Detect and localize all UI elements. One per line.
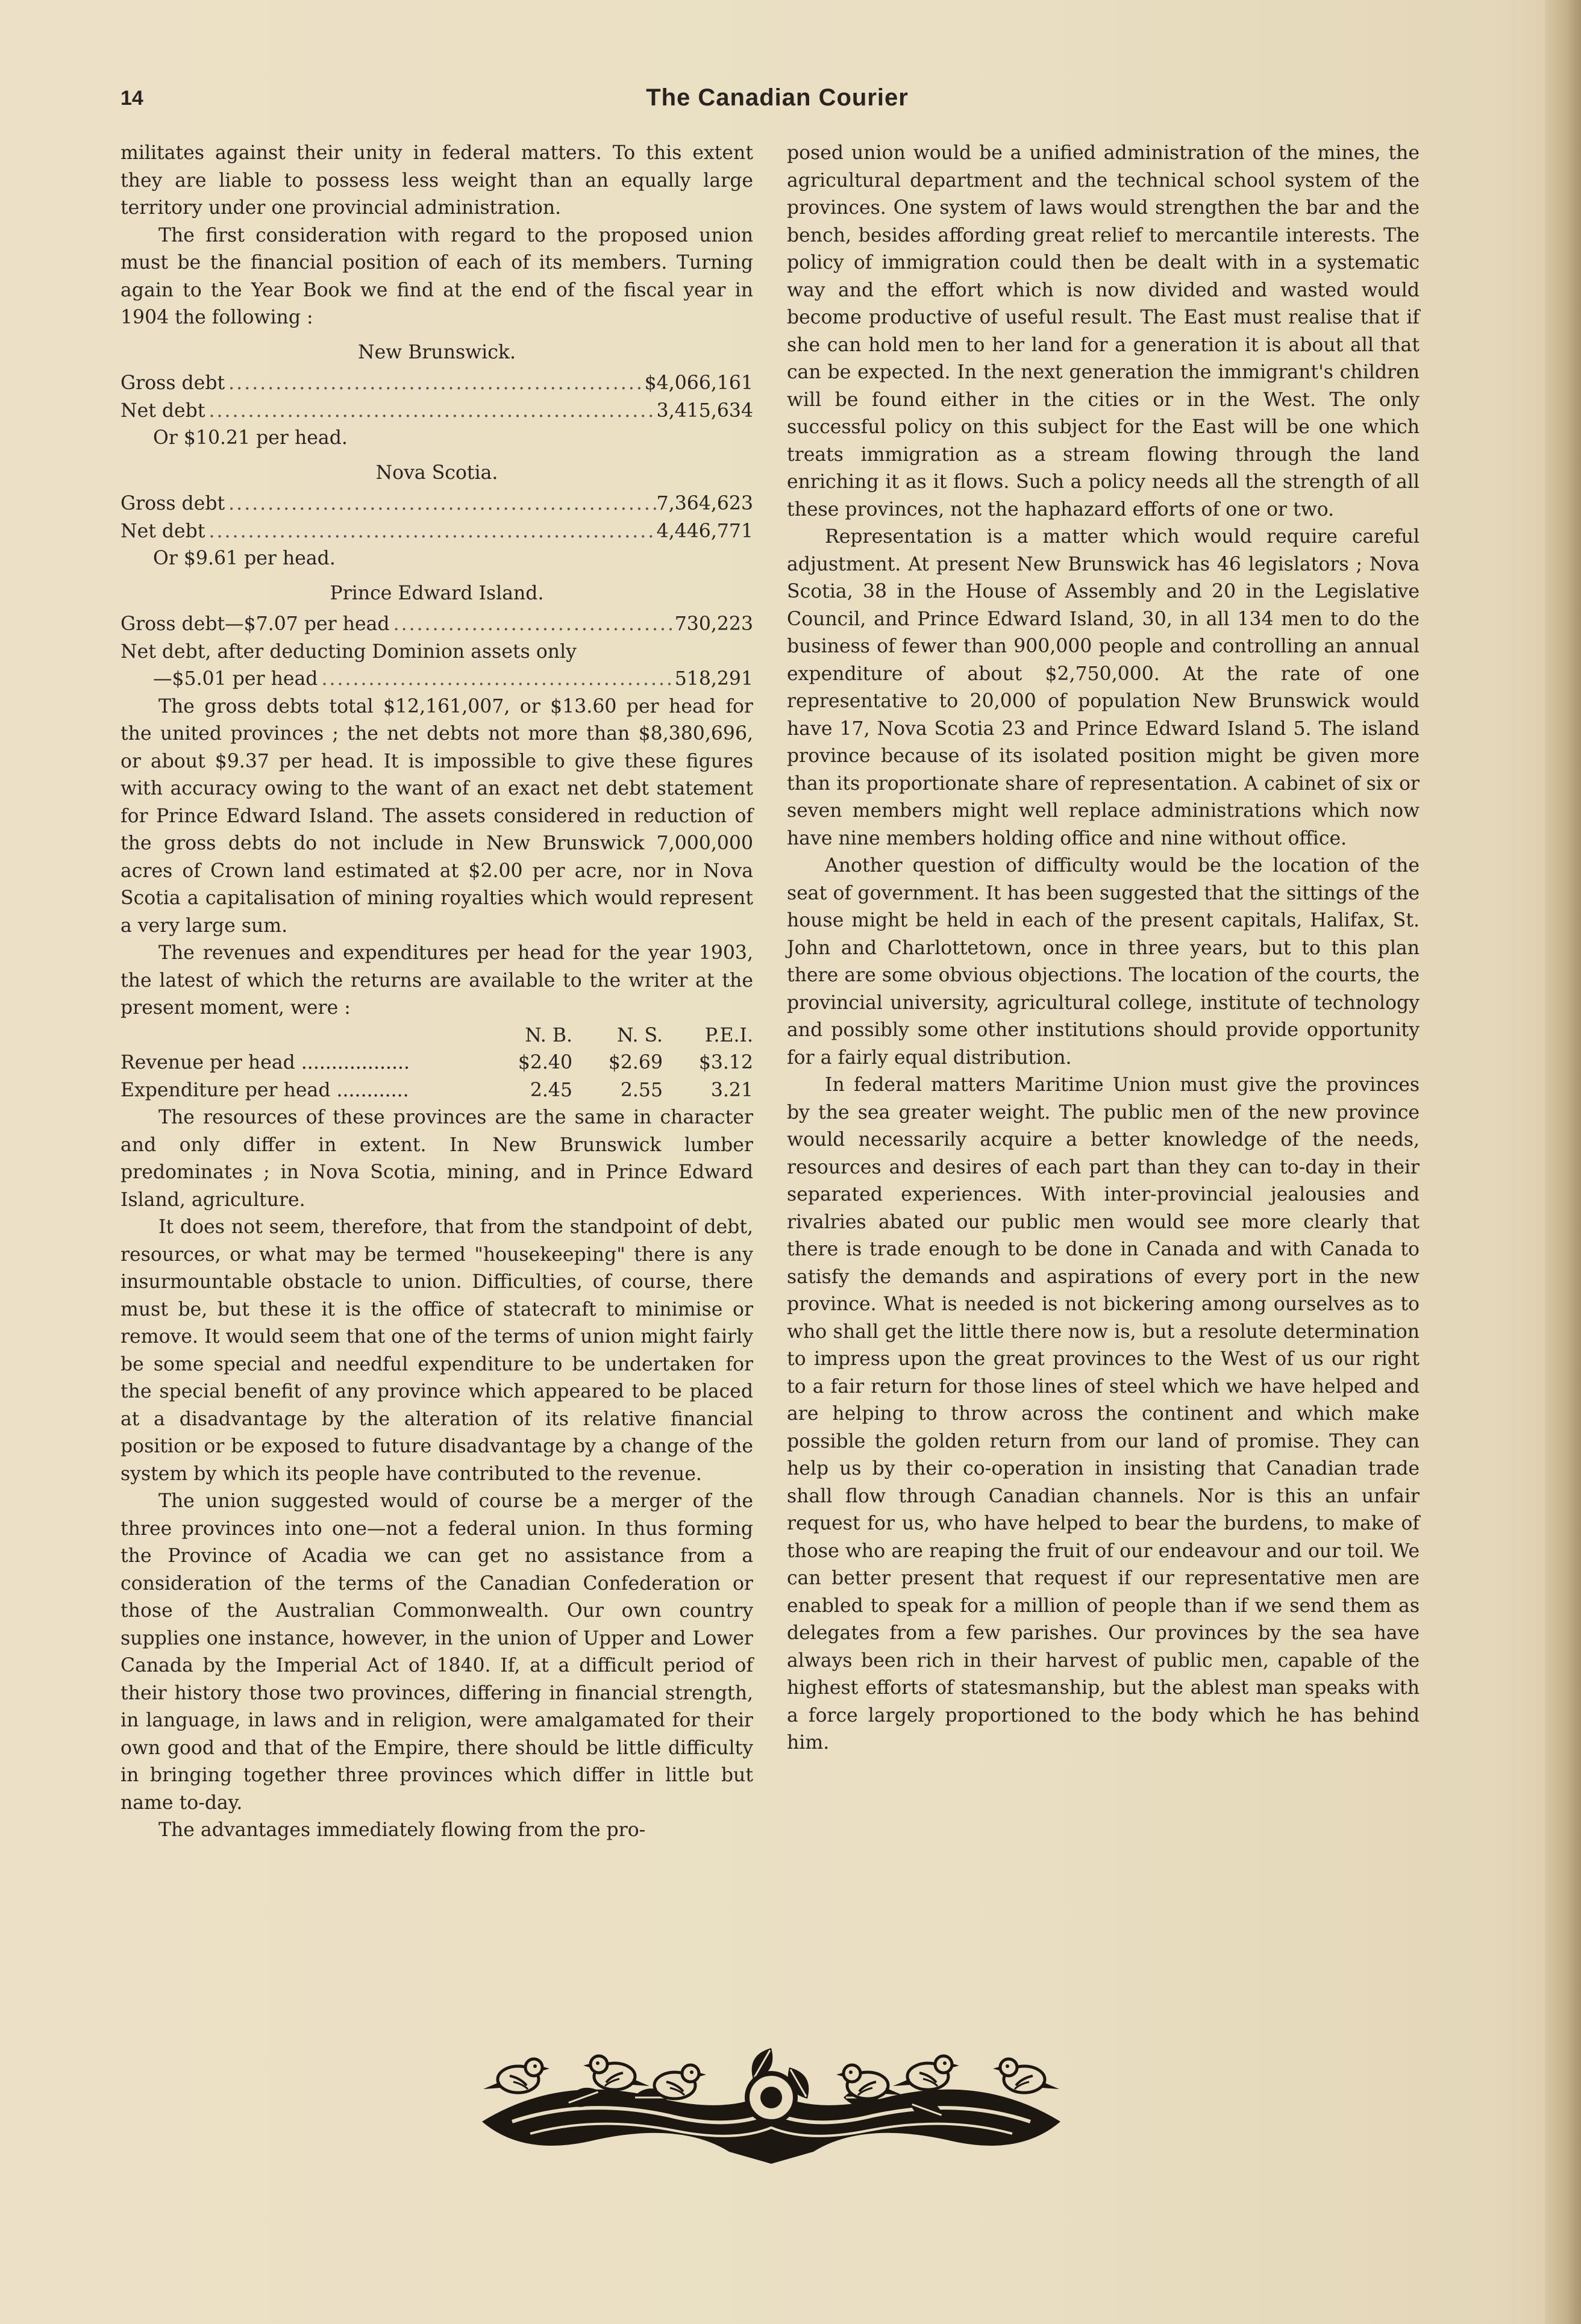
debt-label: Gross debt—$7.07 per head [121,613,390,635]
debt-row [121,490,753,518]
paragraph: posed union would be a unified administration of the mines, the agricultural department and the technical school system of the provinces. One system of laws would strengthen the bar and the bench, besides affording great relief to mercantile interests. The policy of immigration could then be dealt with in a systematic way and the effort which is now divided and wasted would become productive of useful result. The East must realise that if she can hold men to her land for a generation it is about all that can be expected. In the next generation the immigrant's children will be found either in the cities or in the West. The only successful policy on this subject for the East will be one which treats immigration as a stream flowing through the land enriching it as it flows. Such a policy needs all the strength of all these provinces, not the haphazard efforts of one or two. [787,142,1420,520]
debt-label: Gross debt [121,372,225,394]
table-cell: $2.40 [518,1052,572,1073]
table-cell: 2.55 [620,1079,663,1101]
table-header-row [121,1022,753,1050]
section-heading: Prince Edward Island. [330,582,544,604]
debt-value: 730,223 [674,613,753,635]
leader-dots [225,370,644,398]
paragraph: Another question of difficulty would be the location of the seat of government. It has been suggested that the sittings of the house might be held in each of the present capitals, Halifax, St. John and Charlottetown, once in three years, but to this plan there are some obvious objections. The location of the courts, the provincial university, agricultural college, institute of technology and possibly some other institutions should provide opportunity for a fairly equal distribution. [787,855,1420,1069]
debt-value: 7,364,623 [656,493,753,514]
per-head-note: Or $10.21 per head. [153,427,348,449]
paragraph: The advantages immediately flowing from the pro- [158,1819,646,1841]
revenue-table [121,1022,753,1105]
debt-value: 4,446,771 [656,520,753,542]
debt-value: $4,066,161 [644,372,753,394]
debt-label: Net debt [121,399,205,422]
bird-and-foliage-tailpiece-icon [476,2031,1066,2170]
table-row [121,1049,753,1077]
debt-value: 518,291 [674,668,753,690]
paragraph: The union suggested would of course be a merger of the three provinces into one—not a federal union. In thus forming the Province of Acadia we can get no assistance from a consideration of the terms of the Canadian Confederation or those of the Australian Commonwealth. Our own country supplies one instance, however, in the union of Upper and Lower Canada by the Imperial Act of 1840. If, at a difficult period of their history those two provinces, differing in financial strength, in language, in laws and in religion, were amalgamated for their own good and that of the Empire, there should be little difficulty in bringing together three provinces which differ in little but name to-day. [121,1490,753,1814]
section-heading: Nova Scotia. [375,461,498,484]
paragraph: The first consideration with regard to the proposed union must be the financial position of each of its members. Turning again to the Year Book we find at the end of the fiscal year in 1904 the following : [121,224,753,328]
table-cell: 3.21 [710,1079,753,1101]
paragraph: Representation is a matter which would require careful adjustment. At present New Brunswick has 46 legislators ; Nova Scotia, 38 in the House of Assembly and 20 in the Legislative Council, and Prince Edward Island, 30, in all 134 men to do the business of fewer than 900,000 people and controlling an annual expenditure of about $2,750,000. At the rate of one representative to 20,000 of population New Brunswick would have 17, Nova Scotia 23 and Prince Edward Island 5. The island province because of its isolated position might be given more than its proportionate share of representation. A cabinet of six or seven members might well replace administrations which now have nine members holding office and nine without office. [787,526,1420,849]
leader-dots [225,490,657,518]
paragraph: The resources of these provinces are the same in character and only differ in extent. In New Brunswick lumber predominates ; in Nova Scotia, mining, and in Prince Edward Island, agriculture. [121,1107,753,1211]
table-cell: $3.12 [698,1052,753,1073]
table-cell: $2.69 [608,1052,663,1073]
page-edge [1545,0,1581,2324]
debt-row [121,370,753,398]
paragraph: It does not seem, therefore, that from the standpoint of debt, resources, or what may be termed "housekeeping" there is any insurmountable obstacle to union. Difficulties, of course, there must be, but these it is the office of statecraft to minimise or remove. It would seem that one of the terms of union might fairly be some special and needful expenditure to be undertaken for the special benefit of any province which appeared to be placed at a disadvantage by the alteration of its relative financial position or be exposed to future disadvantage by a change of the system by which its people have contributed to the revenue. [121,1216,753,1485]
page-number: 14 [121,87,143,110]
leader-dots [205,518,657,546]
debt-value: 3,415,634 [656,399,753,422]
page-header [121,84,1434,120]
column-header: N. S. [616,1024,663,1046]
leader-dots [318,666,674,693]
debt-row [121,666,753,693]
leader-dots [205,398,657,425]
paragraph: In federal matters Maritime Union must give the provinces by the sea greater weight. The public men of the new province would necessarily acquire a better knowledge of the needs, resources and desires of each part than they can to-day in their separated experiences. With inter-provincial jealousies and rivalries abated our public men would see more clearly that there is trade enough to be done in Canada and with Canada to satisfy the demands and aspirations of every port in the new province. What is needed is not bickering among ourselves as to who shall get the little there now is, but a resolute determination to impress upon the great provinces to the West of us our right to a fair return for those lines of steel which we have helped and are helping to throw across the continent and which make possible the golden return from our land of promise. They can help us by their co-operation in insisting that Canadian trade shall flow through Canadian channels. Nor is this an unfair request for us, who have helped to bear the burdens, to make of those who are reaping the fruit of our endeavour and our toil. We can better present that request if our representative men are enabled to speak for a million of people than if we send them as delegates from a few parishes. Our provinces by the sea have always been rich in their harvest of public men, capable of the highest efforts of statesmanship, but the ablest man speaks with a force largely proportioned to the body which he has behind him. [787,1074,1420,1754]
column-header: N. B. [525,1024,572,1046]
debt-row [121,518,753,546]
right-column [787,140,1420,1757]
column-header: P.E.I. [704,1024,753,1046]
paragraph: militates against their unity in federal matters. To this extent they are liable to possess less weight than an equally large territory under one provincial administration. [121,142,753,219]
debt-label: Net debt [121,520,205,542]
debt-row [121,398,753,425]
debt-label: Gross debt [121,493,225,514]
leader-dots [390,611,675,639]
row-label: Revenue per head .................. [121,1052,410,1073]
masthead: The Canadian Courier [646,84,909,111]
debt-label: —$5.01 per head [153,668,318,690]
table-row [121,1077,753,1105]
table-cell: 2.45 [530,1079,572,1101]
per-head-note: Or $9.61 per head. [153,548,336,569]
row-label: Expenditure per head ............ [121,1079,409,1101]
section-heading: New Brunswick. [358,341,516,363]
left-column [121,140,753,1845]
debt-row [121,611,753,639]
paragraph: The gross debts total $12,161,007, or $13.60 per head for the united provinces ; the net debts not more than $8,380,696, or about $9.37 per head. It is impossible to give these figures with accuracy owing to the want of an exact net debt statement for Prince Edward Island. The assets considered in reduction of the gross debts do not include in New Brunswick 7,000,000 acres of Crown land estimated at $2.00 per acre, nor in Nova Scotia a capitalisation of mining royalties which would represent a very large sum. [121,695,753,937]
paragraph: The revenues and expenditures per head for the year 1903, the latest of which the returns are available to the writer at the present moment, were : [121,942,753,1019]
debt-label: Net debt, after deducting Dominion assets only [121,640,577,663]
